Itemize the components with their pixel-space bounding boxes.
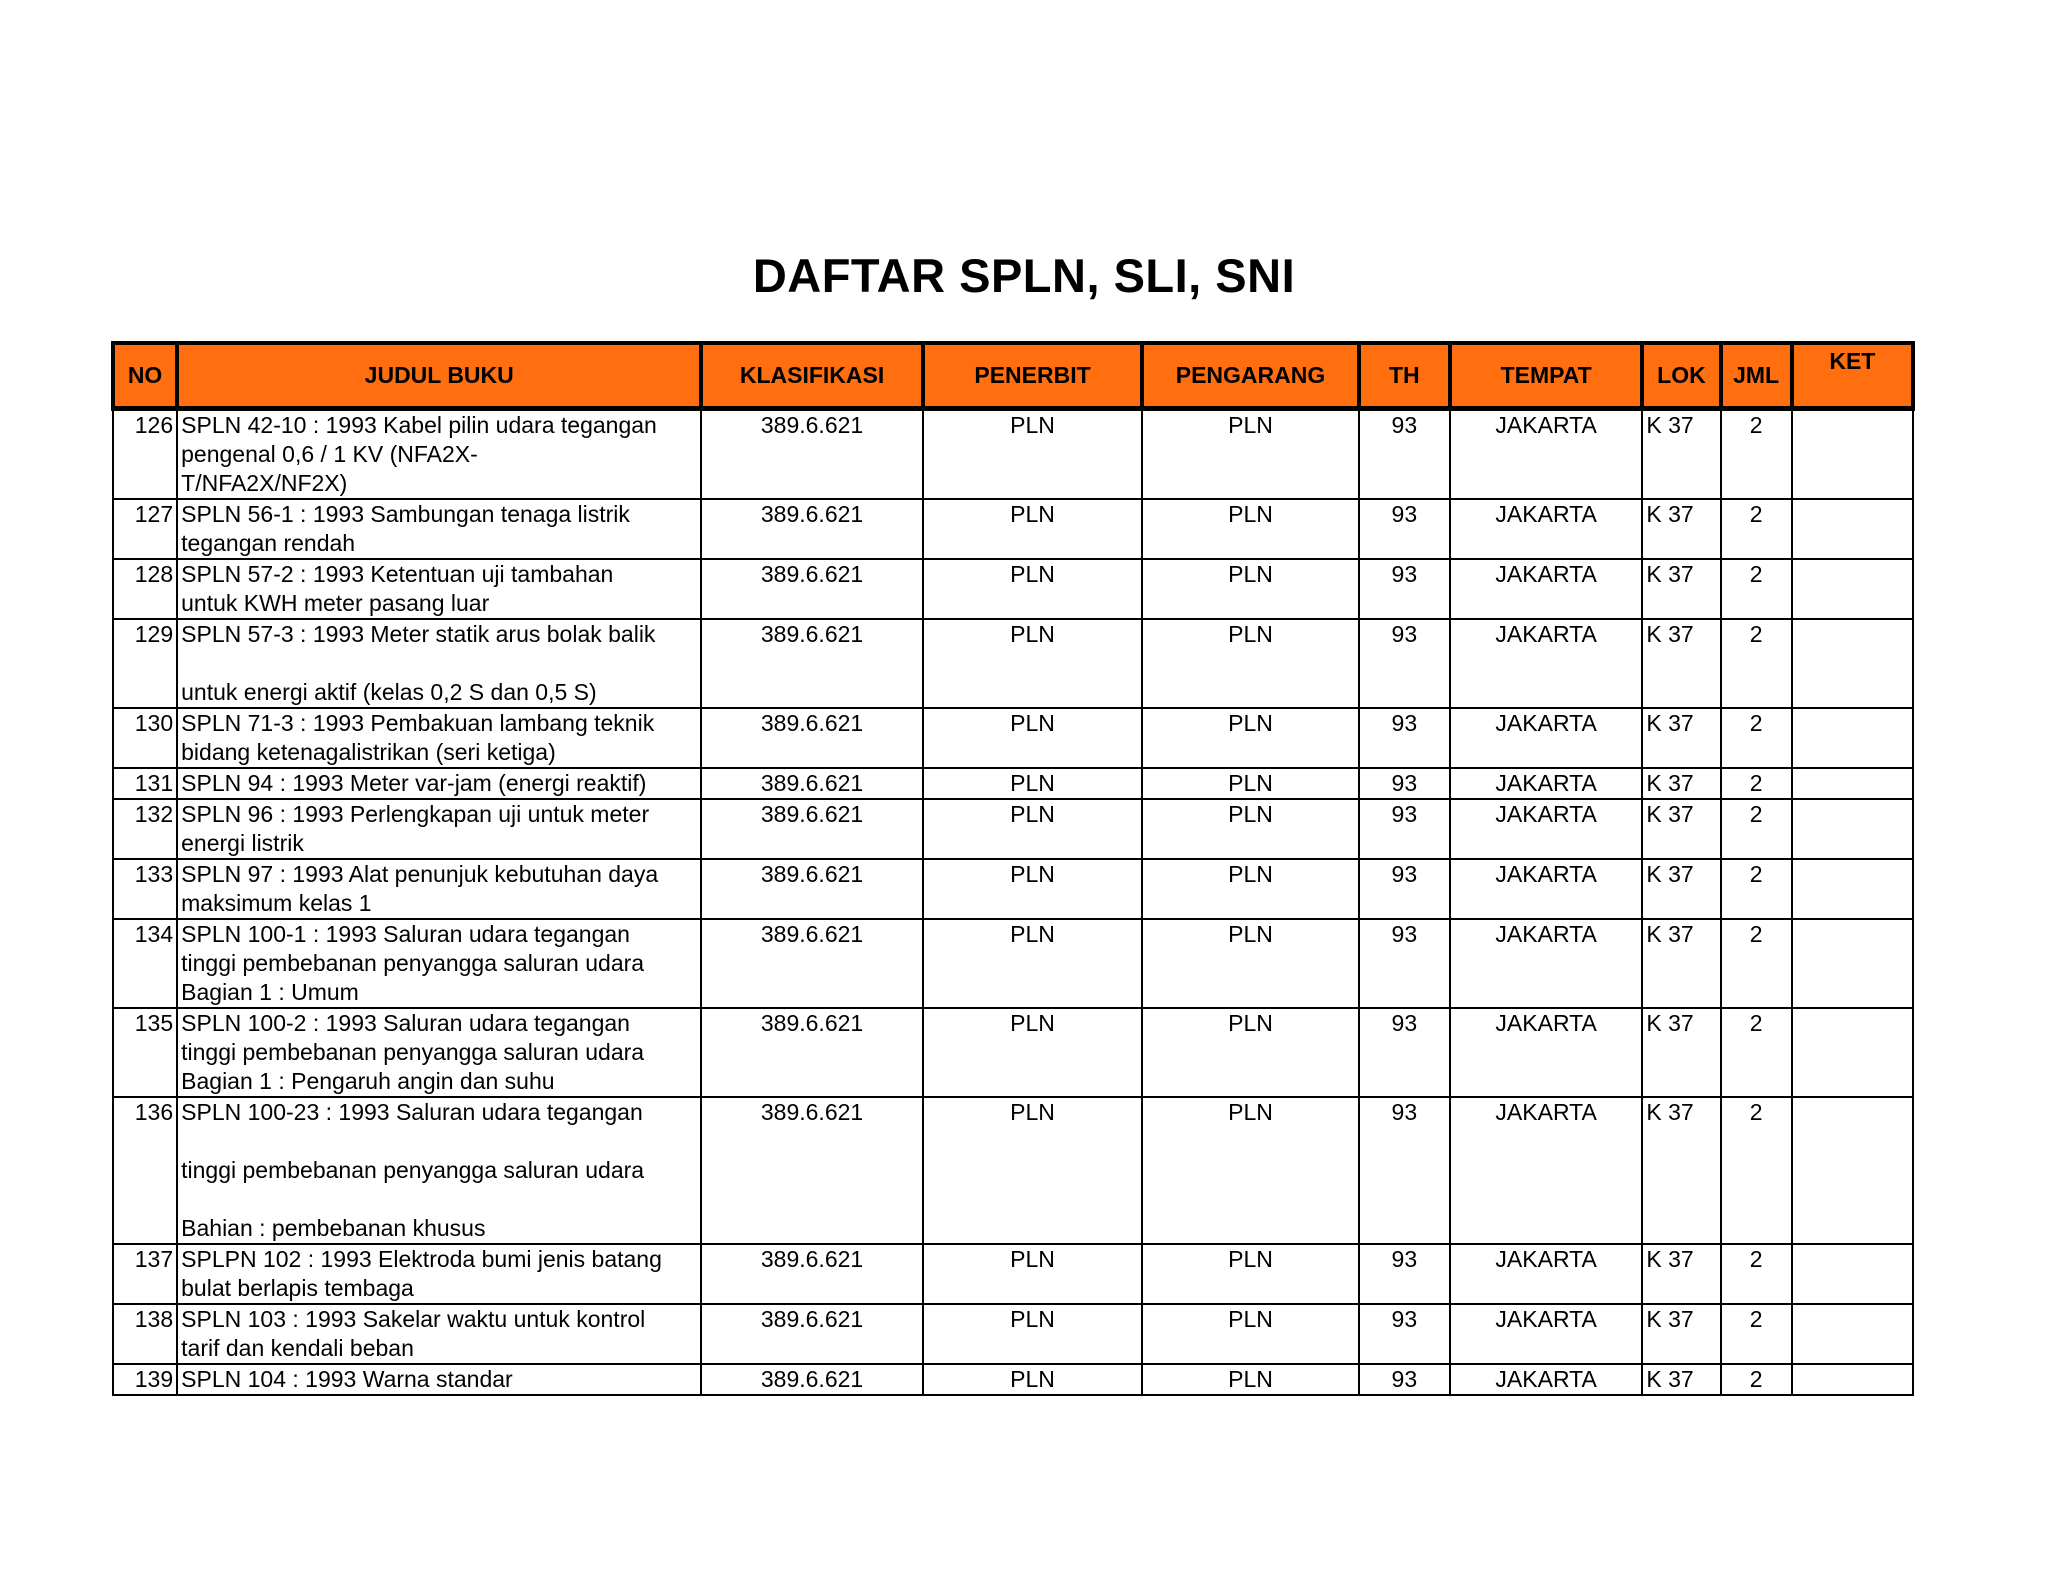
cell-pengarang: PLN bbox=[1142, 1364, 1358, 1395]
cell-pengarang: PLN bbox=[1142, 1008, 1358, 1097]
cell-jml: 2 bbox=[1721, 1244, 1792, 1304]
cell-penerbit: PLN bbox=[923, 619, 1142, 708]
cell-judul-buku: SPLPN 102 : 1993 Elektroda bumi jenis batang bulat berlapis tembaga bbox=[177, 1244, 701, 1304]
cell-judul-buku: SPLN 100-23 : 1993 Saluran udara tegangan tinggi pembebanan penyangga saluran udara Bahian : pembebanan khusus bbox=[177, 1097, 701, 1244]
cell-ket bbox=[1792, 1364, 1913, 1395]
cell-tempat: JAKARTA bbox=[1450, 499, 1642, 559]
cell-tempat: JAKARTA bbox=[1450, 919, 1642, 1008]
catalog-table bbox=[111, 341, 1915, 1396]
table-row bbox=[113, 559, 1913, 619]
cell-jml: 2 bbox=[1721, 1364, 1792, 1395]
cell-pengarang: PLN bbox=[1142, 1244, 1358, 1304]
cell-jml: 2 bbox=[1721, 559, 1792, 619]
cell-th: 93 bbox=[1359, 1008, 1450, 1097]
cell-no: 134 bbox=[113, 919, 177, 1008]
cell-klasifikasi: 389.6.621 bbox=[701, 708, 922, 768]
cell-th: 93 bbox=[1359, 799, 1450, 859]
cell-jml: 2 bbox=[1721, 619, 1792, 708]
cell-ket bbox=[1792, 1244, 1913, 1304]
cell-klasifikasi: 389.6.621 bbox=[701, 1008, 922, 1097]
header-no: NO bbox=[113, 343, 177, 409]
cell-klasifikasi: 389.6.621 bbox=[701, 768, 922, 799]
cell-no: 136 bbox=[113, 1097, 177, 1244]
header-th: TH bbox=[1359, 343, 1450, 409]
table-row bbox=[113, 919, 1913, 1008]
cell-ket bbox=[1792, 1008, 1913, 1097]
cell-no: 138 bbox=[113, 1304, 177, 1364]
cell-lok: K 37 bbox=[1642, 559, 1720, 619]
cell-jml: 2 bbox=[1721, 1008, 1792, 1097]
cell-no: 129 bbox=[113, 619, 177, 708]
cell-pengarang: PLN bbox=[1142, 799, 1358, 859]
cell-penerbit: PLN bbox=[923, 499, 1142, 559]
cell-ket bbox=[1792, 499, 1913, 559]
cell-ket bbox=[1792, 1304, 1913, 1364]
cell-jml: 2 bbox=[1721, 768, 1792, 799]
cell-penerbit: PLN bbox=[923, 1304, 1142, 1364]
cell-no: 128 bbox=[113, 559, 177, 619]
cell-tempat: JAKARTA bbox=[1450, 708, 1642, 768]
cell-klasifikasi: 389.6.621 bbox=[701, 919, 922, 1008]
cell-th: 93 bbox=[1359, 1364, 1450, 1395]
cell-jml: 2 bbox=[1721, 499, 1792, 559]
header-pengarang: PENGARANG bbox=[1142, 343, 1358, 409]
header-tempat: TEMPAT bbox=[1450, 343, 1642, 409]
table-row bbox=[113, 1008, 1913, 1097]
cell-judul-buku: SPLN 100-1 : 1993 Saluran udara tegangan tinggi pembebanan penyangga saluran udara Bagian 1 : Umum bbox=[177, 919, 701, 1008]
cell-tempat: JAKARTA bbox=[1450, 1304, 1642, 1364]
cell-klasifikasi: 389.6.621 bbox=[701, 1097, 922, 1244]
cell-pengarang: PLN bbox=[1142, 708, 1358, 768]
cell-lok: K 37 bbox=[1642, 1008, 1720, 1097]
cell-klasifikasi: 389.6.621 bbox=[701, 409, 922, 500]
cell-pengarang: PLN bbox=[1142, 1097, 1358, 1244]
header-row bbox=[113, 343, 1913, 409]
cell-judul-buku: SPLN 56-1 : 1993 Sambungan tenaga listrik tegangan rendah bbox=[177, 499, 701, 559]
cell-judul-buku: SPLN 96 : 1993 Perlengkapan uji untuk meter energi listrik bbox=[177, 799, 701, 859]
cell-penerbit: PLN bbox=[923, 559, 1142, 619]
cell-ket bbox=[1792, 409, 1913, 500]
cell-th: 93 bbox=[1359, 619, 1450, 708]
cell-jml: 2 bbox=[1721, 1097, 1792, 1244]
cell-lok: K 37 bbox=[1642, 768, 1720, 799]
cell-no: 130 bbox=[113, 708, 177, 768]
cell-th: 93 bbox=[1359, 559, 1450, 619]
cell-ket bbox=[1792, 708, 1913, 768]
header-lok: LOK bbox=[1642, 343, 1720, 409]
header-penerbit: PENERBIT bbox=[923, 343, 1142, 409]
cell-pengarang: PLN bbox=[1142, 559, 1358, 619]
table-body bbox=[113, 409, 1913, 1396]
cell-ket bbox=[1792, 919, 1913, 1008]
cell-pengarang: PLN bbox=[1142, 409, 1358, 500]
cell-klasifikasi: 389.6.621 bbox=[701, 559, 922, 619]
cell-jml: 2 bbox=[1721, 1304, 1792, 1364]
cell-no: 127 bbox=[113, 499, 177, 559]
table-row bbox=[113, 1304, 1913, 1364]
cell-tempat: JAKARTA bbox=[1450, 768, 1642, 799]
cell-th: 93 bbox=[1359, 708, 1450, 768]
cell-judul-buku: SPLN 57-3 : 1993 Meter statik arus bolak balik untuk energi aktif (kelas 0,2 S dan 0,5 S) bbox=[177, 619, 701, 708]
cell-lok: K 37 bbox=[1642, 1364, 1720, 1395]
cell-ket bbox=[1792, 768, 1913, 799]
table-row bbox=[113, 409, 1913, 500]
cell-tempat: JAKARTA bbox=[1450, 1244, 1642, 1304]
cell-jml: 2 bbox=[1721, 708, 1792, 768]
table-row bbox=[113, 1244, 1913, 1304]
cell-no: 137 bbox=[113, 1244, 177, 1304]
table-row bbox=[113, 799, 1913, 859]
cell-penerbit: PLN bbox=[923, 768, 1142, 799]
cell-lok: K 37 bbox=[1642, 1097, 1720, 1244]
cell-klasifikasi: 389.6.621 bbox=[701, 619, 922, 708]
cell-pengarang: PLN bbox=[1142, 499, 1358, 559]
cell-pengarang: PLN bbox=[1142, 1304, 1358, 1364]
cell-ket bbox=[1792, 619, 1913, 708]
cell-judul-buku: SPLN 100-2 : 1993 Saluran udara tegangan tinggi pembebanan penyangga saluran udara Bagian 1 : Pengaruh angin dan suhu bbox=[177, 1008, 701, 1097]
cell-tempat: JAKARTA bbox=[1450, 409, 1642, 500]
cell-pengarang: PLN bbox=[1142, 859, 1358, 919]
cell-tempat: JAKARTA bbox=[1450, 1097, 1642, 1244]
cell-no: 135 bbox=[113, 1008, 177, 1097]
cell-tempat: JAKARTA bbox=[1450, 559, 1642, 619]
page-title: DAFTAR SPLN, SLI, SNI bbox=[752, 249, 1296, 302]
cell-pengarang: PLN bbox=[1142, 768, 1358, 799]
cell-jml: 2 bbox=[1721, 919, 1792, 1008]
cell-klasifikasi: 389.6.621 bbox=[701, 1244, 922, 1304]
cell-ket bbox=[1792, 799, 1913, 859]
cell-tempat: JAKARTA bbox=[1450, 619, 1642, 708]
cell-jml: 2 bbox=[1721, 409, 1792, 500]
cell-klasifikasi: 389.6.621 bbox=[701, 859, 922, 919]
cell-no: 131 bbox=[113, 768, 177, 799]
table-row bbox=[113, 619, 1913, 708]
cell-lok: K 37 bbox=[1642, 1244, 1720, 1304]
cell-lok: K 37 bbox=[1642, 859, 1720, 919]
cell-lok: K 37 bbox=[1642, 919, 1720, 1008]
cell-th: 93 bbox=[1359, 409, 1450, 500]
cell-lok: K 37 bbox=[1642, 409, 1720, 500]
cell-judul-buku: SPLN 97 : 1993 Alat penunjuk kebutuhan daya maksimum kelas 1 bbox=[177, 859, 701, 919]
cell-penerbit: PLN bbox=[923, 1244, 1142, 1304]
cell-judul-buku: SPLN 104 : 1993 Warna standar bbox=[177, 1364, 701, 1395]
cell-klasifikasi: 389.6.621 bbox=[701, 1364, 922, 1395]
cell-judul-buku: SPLN 42-10 : 1993 Kabel pilin udara tegangan pengenal 0,6 / 1 KV (NFA2X- T/NFA2X/NF2X) bbox=[177, 409, 701, 500]
cell-judul-buku: SPLN 103 : 1993 Sakelar waktu untuk kontrol tarif dan kendali beban bbox=[177, 1304, 701, 1364]
cell-no: 133 bbox=[113, 859, 177, 919]
cell-penerbit: PLN bbox=[923, 1097, 1142, 1244]
cell-th: 93 bbox=[1359, 1097, 1450, 1244]
cell-tempat: JAKARTA bbox=[1450, 859, 1642, 919]
cell-penerbit: PLN bbox=[923, 799, 1142, 859]
cell-penerbit: PLN bbox=[923, 708, 1142, 768]
cell-klasifikasi: 389.6.621 bbox=[701, 799, 922, 859]
cell-no: 132 bbox=[113, 799, 177, 859]
cell-jml: 2 bbox=[1721, 799, 1792, 859]
header-judul-buku: JUDUL BUKU bbox=[177, 343, 701, 409]
cell-jml: 2 bbox=[1721, 859, 1792, 919]
cell-penerbit: PLN bbox=[923, 409, 1142, 500]
cell-th: 93 bbox=[1359, 499, 1450, 559]
cell-th: 93 bbox=[1359, 1304, 1450, 1364]
cell-penerbit: PLN bbox=[923, 859, 1142, 919]
cell-tempat: JAKARTA bbox=[1450, 1364, 1642, 1395]
cell-ket bbox=[1792, 1097, 1913, 1244]
cell-th: 93 bbox=[1359, 1244, 1450, 1304]
cell-th: 93 bbox=[1359, 859, 1450, 919]
cell-klasifikasi: 389.6.621 bbox=[701, 1304, 922, 1364]
cell-lok: K 37 bbox=[1642, 1304, 1720, 1364]
cell-pengarang: PLN bbox=[1142, 919, 1358, 1008]
cell-lok: K 37 bbox=[1642, 499, 1720, 559]
cell-penerbit: PLN bbox=[923, 1364, 1142, 1395]
cell-lok: K 37 bbox=[1642, 708, 1720, 768]
cell-no: 126 bbox=[113, 409, 177, 500]
cell-lok: K 37 bbox=[1642, 619, 1720, 708]
table-row bbox=[113, 859, 1913, 919]
table-row bbox=[113, 499, 1913, 559]
header-klasifikasi: KLASIFIKASI bbox=[701, 343, 922, 409]
cell-pengarang: PLN bbox=[1142, 619, 1358, 708]
cell-judul-buku: SPLN 71-3 : 1993 Pembakuan lambang teknik bidang ketenagalistrikan (seri ketiga) bbox=[177, 708, 701, 768]
cell-judul-buku: SPLN 94 : 1993 Meter var-jam (energi reaktif) bbox=[177, 768, 701, 799]
table-row bbox=[113, 1097, 1913, 1244]
cell-ket bbox=[1792, 559, 1913, 619]
header-ket: KET bbox=[1792, 343, 1913, 409]
header-jml: JML bbox=[1721, 343, 1792, 409]
cell-ket bbox=[1792, 859, 1913, 919]
cell-tempat: JAKARTA bbox=[1450, 799, 1642, 859]
cell-no: 139 bbox=[113, 1364, 177, 1395]
cell-tempat: JAKARTA bbox=[1450, 1008, 1642, 1097]
table-row bbox=[113, 708, 1913, 768]
cell-penerbit: PLN bbox=[923, 919, 1142, 1008]
cell-judul-buku: SPLN 57-2 : 1993 Ketentuan uji tambahan untuk KWH meter pasang luar bbox=[177, 559, 701, 619]
table-row bbox=[113, 1364, 1913, 1395]
cell-th: 93 bbox=[1359, 768, 1450, 799]
cell-th: 93 bbox=[1359, 919, 1450, 1008]
cell-klasifikasi: 389.6.621 bbox=[701, 499, 922, 559]
table-row bbox=[113, 768, 1913, 799]
cell-penerbit: PLN bbox=[923, 1008, 1142, 1097]
cell-lok: K 37 bbox=[1642, 799, 1720, 859]
